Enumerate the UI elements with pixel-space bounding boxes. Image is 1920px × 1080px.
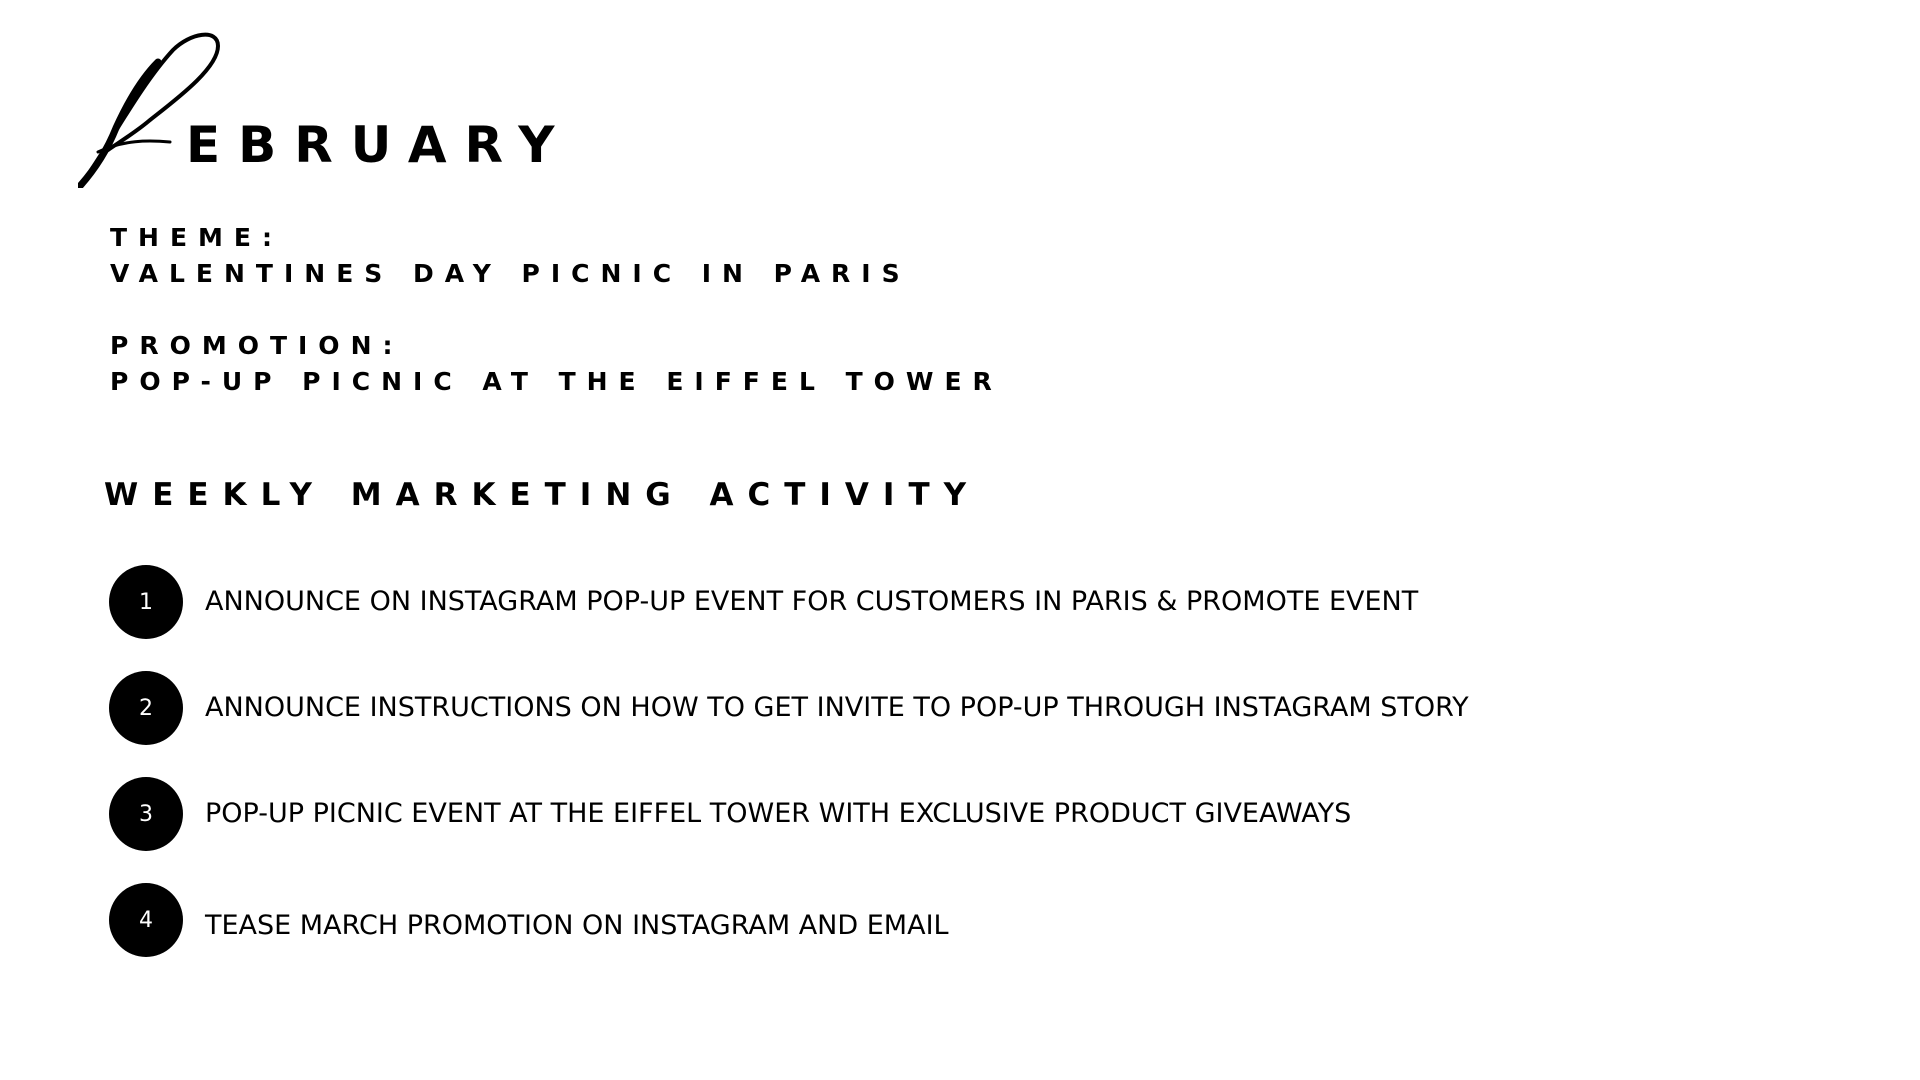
month-title-text: EBRUARY — [186, 116, 573, 174]
activity-text: POP-UP PICNIC EVENT AT THE EIFFEL TOWER WITH EXCLUSIVE PRODUCT GIVEAWAYS — [205, 798, 1352, 829]
activity-item-1 — [109, 565, 1609, 639]
activity-text: ANNOUNCE INSTRUCTIONS ON HOW TO GET INVITE TO POP-UP THROUGH INSTAGRAM STORY — [205, 692, 1469, 723]
activity-number-badge: 4 — [109, 883, 183, 957]
activity-item-4 — [109, 883, 1609, 957]
activity-number-badge: 3 — [109, 777, 183, 851]
weekly-activity-heading: WEEKLY MARKETING ACTIVITY — [104, 477, 981, 513]
activity-text: ANNOUNCE ON INSTAGRAM POP-UP EVENT FOR CUSTOMERS IN PARIS & PROMOTE EVENT — [205, 586, 1419, 617]
activity-item-2 — [109, 671, 1609, 745]
activity-number-badge: 1 — [109, 565, 183, 639]
promotion-value: POP-UP PICNIC AT THE EIFFEL TOWER — [110, 367, 1003, 396]
activity-number-badge: 2 — [109, 671, 183, 745]
promotion-label: PROMOTION: — [110, 331, 404, 360]
month-title — [78, 28, 598, 188]
activity-text: TEASE MARCH PROMOTION ON INSTAGRAM AND EMAIL — [205, 910, 949, 941]
theme-value: VALENTINES DAY PICNIC IN PARIS — [110, 259, 911, 288]
activity-item-3 — [109, 777, 1609, 851]
theme-label: THEME: — [110, 223, 284, 252]
